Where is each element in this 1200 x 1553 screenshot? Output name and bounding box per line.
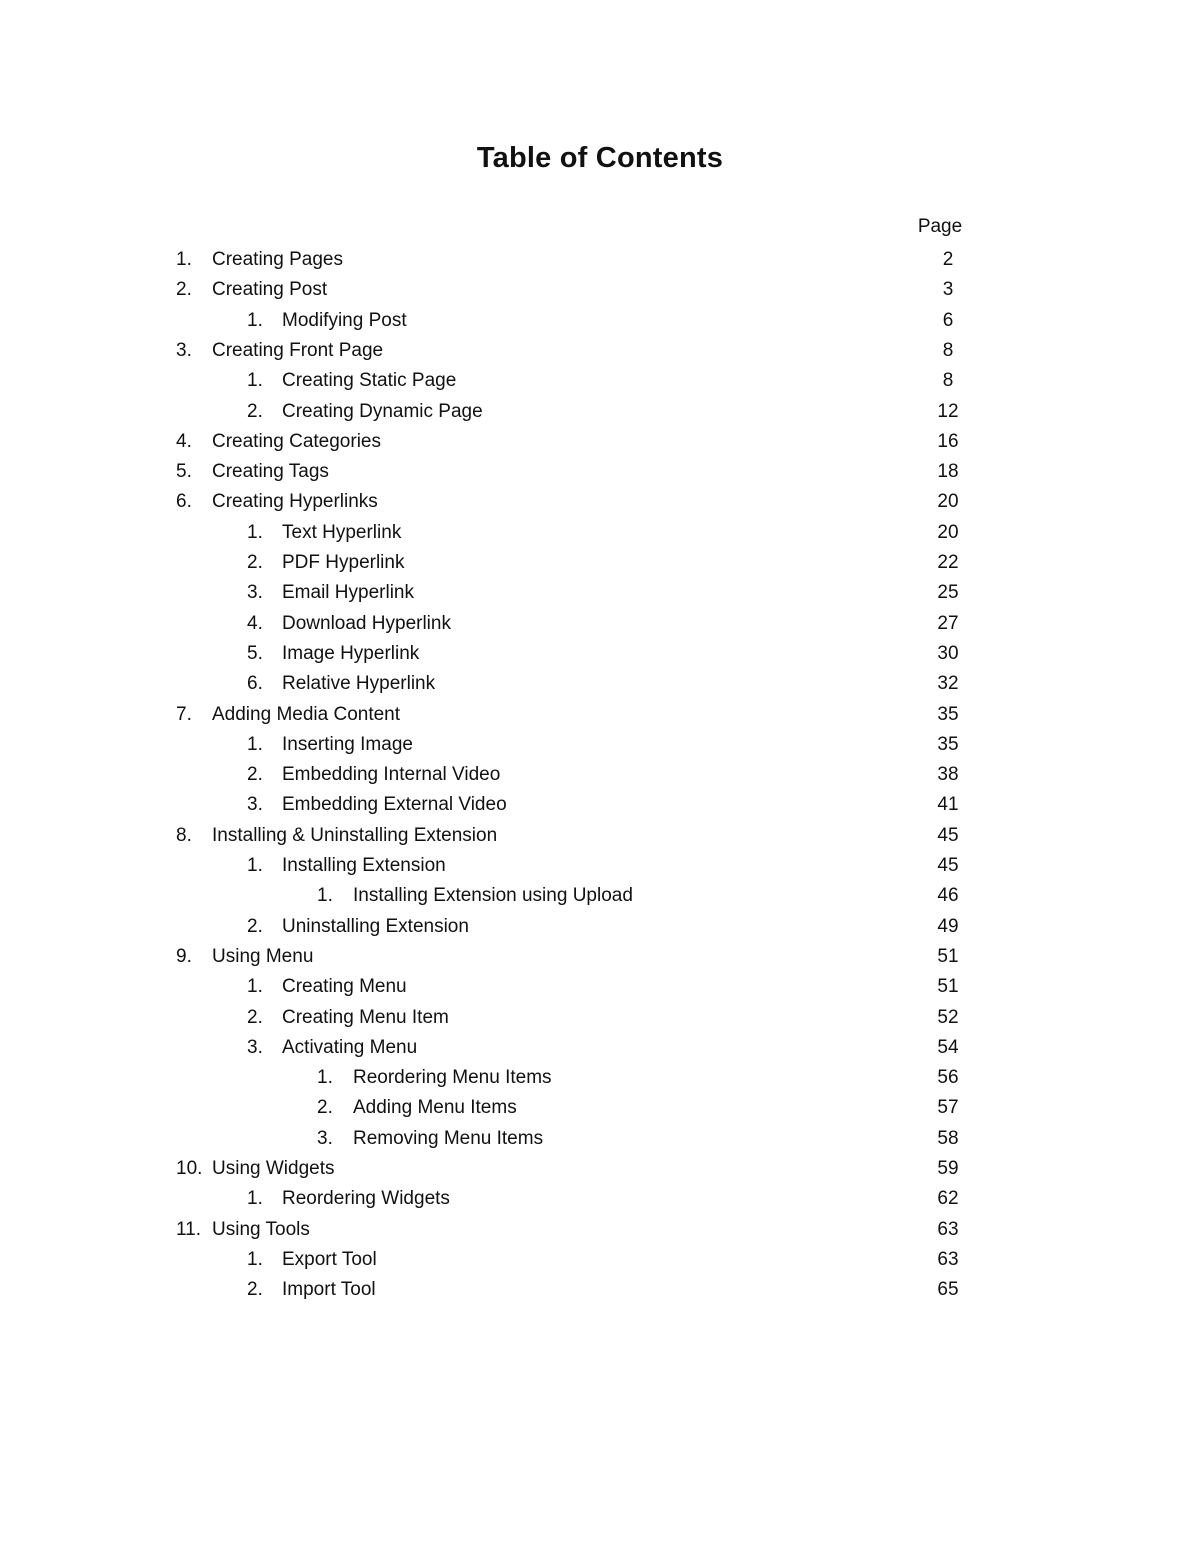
toc-entry-label: Using Widgets [212, 1158, 335, 1179]
toc-entry-page: 63 [937, 1248, 959, 1270]
toc-entry-number: 2. [247, 400, 263, 422]
toc-entry [0, 821, 1200, 851]
toc-entry-label: Creating Static Page [282, 370, 457, 392]
toc-entry [0, 1093, 1200, 1123]
toc-entry-label: Uninstalling Extension [282, 915, 469, 937]
toc-entry-number: 1. [247, 1188, 263, 1210]
toc-entry [0, 245, 1200, 275]
toc-entry-page: 27 [937, 612, 959, 634]
toc-entry-number: 3. [317, 1127, 333, 1149]
toc-entry-page: 3 [942, 279, 954, 301]
toc-entry-label: Export Tool [282, 1248, 377, 1270]
toc-entry [0, 427, 1200, 457]
toc-entry-label: Creating Front Page [212, 339, 384, 361]
toc-entry-label: Embedding External Video [282, 794, 507, 816]
toc-entry [0, 1003, 1200, 1033]
toc-entry-page: 56 [937, 1067, 959, 1089]
toc-entry-page: 8 [942, 339, 954, 361]
toc-entry-label: Reordering Menu Items [353, 1067, 552, 1089]
toc-entry-page: 51 [937, 976, 959, 998]
toc-entry-label: Text Hyperlink [282, 521, 402, 543]
toc-entry-number: 4. [176, 430, 192, 452]
toc-entry-label: Creating Tags [212, 461, 329, 483]
toc-entry-number: 9. [176, 945, 192, 967]
toc-entry-number: 2. [176, 279, 192, 301]
toc-entry-number: 8. [176, 824, 192, 846]
toc-entry-label: Installing Extension using Upload [353, 885, 633, 907]
toc-entry-number: 1. [247, 309, 263, 331]
toc-entry-label: Removing Menu Items [353, 1127, 544, 1149]
toc-entry-number: 11. [176, 1218, 202, 1240]
toc-entry [0, 881, 1200, 911]
toc-entry-number: 5. [176, 461, 192, 483]
toc-entry [0, 1245, 1200, 1275]
toc-entry-label: Import Tool [282, 1279, 376, 1301]
toc-entry [0, 609, 1200, 639]
toc-entry-number: 7. [176, 703, 192, 725]
toc-entry-label: Activating Menu [282, 1036, 418, 1058]
toc-entry-page: 57 [937, 1097, 959, 1119]
toc-entry-label: Image Hyperlink [282, 642, 420, 664]
toc-entry-label: Creating Categories [212, 430, 381, 452]
toc-entry [0, 730, 1200, 760]
toc-entry-label: PDF Hyperlink [282, 552, 405, 573]
toc-entry-label: Using Menu [212, 945, 314, 967]
toc-entry [0, 548, 1200, 578]
toc-entry-page: 20 [937, 491, 959, 513]
toc-entry [0, 306, 1200, 336]
toc-entry-number: 2. [247, 764, 263, 786]
toc-entry-label: Reordering Widgets [282, 1188, 450, 1210]
toc-entry [0, 457, 1200, 487]
toc-entry-page: 16 [937, 430, 959, 452]
toc-entry-page: 52 [937, 1006, 959, 1028]
toc-entry-number: 4. [247, 612, 263, 634]
toc-entry-number: 3. [176, 339, 192, 361]
toc-entry [0, 760, 1200, 790]
toc-entry [0, 366, 1200, 396]
toc-entry-number: 2. [247, 1006, 263, 1028]
toc-entry [0, 578, 1200, 608]
toc-entry-label: Installing Extension [282, 855, 446, 876]
toc-entry-page: 38 [937, 764, 959, 786]
toc-entry-number: 3. [247, 1036, 263, 1058]
toc-entry-label: Creating Dynamic Page [282, 400, 483, 422]
toc-entry-number: 3. [247, 582, 263, 604]
page-title: Table of Contents [476, 142, 724, 174]
toc-entry-number: 3. [247, 794, 263, 816]
toc-entry-page: 12 [937, 400, 959, 422]
toc-entry [0, 669, 1200, 699]
toc-entry-page: 8 [942, 370, 954, 392]
toc-entry [0, 1124, 1200, 1154]
toc-entry-page: 46 [937, 885, 959, 907]
toc-entry-page: 35 [937, 733, 959, 755]
toc-entry-number: 2. [247, 552, 263, 573]
toc-entry-page: 22 [937, 552, 959, 573]
toc-entry-number: 1. [247, 1248, 263, 1270]
toc-entry-page: 65 [937, 1279, 959, 1301]
toc-entry-page: 18 [937, 461, 959, 483]
toc-entry-number: 2. [247, 915, 263, 937]
toc-entry [0, 639, 1200, 669]
toc-entry [0, 1184, 1200, 1214]
toc-entry-page: 58 [937, 1127, 959, 1149]
toc-entry-page: 45 [937, 824, 959, 846]
toc-entry-number: 2. [317, 1097, 333, 1119]
toc-entry-label: Creating Menu [282, 976, 407, 998]
toc-entry [0, 487, 1200, 517]
toc-entry-page: 63 [937, 1218, 959, 1240]
toc-entry [0, 1215, 1200, 1245]
toc-entry-page: 49 [937, 915, 959, 937]
toc-entry-page: 32 [937, 673, 959, 695]
toc-entry [0, 790, 1200, 820]
toc-entry [0, 275, 1200, 305]
toc-entry [0, 972, 1200, 1002]
toc-entry-page: 2 [942, 249, 954, 270]
toc-entry [0, 1154, 1200, 1184]
toc-entry-page: 6 [942, 309, 954, 331]
toc-entry-label: Creating Hyperlinks [212, 491, 378, 513]
toc-entry [0, 1033, 1200, 1063]
toc-entry-page: 62 [937, 1188, 959, 1210]
toc-entry [0, 942, 1200, 972]
toc-entry-number: 1. [247, 976, 263, 998]
toc-entry-page: 59 [937, 1158, 959, 1179]
toc-entry-label: Installing & Uninstalling Extension [212, 824, 498, 846]
toc-entry-number: 1. [247, 855, 263, 876]
toc-entry-label: Modifying Post [282, 309, 407, 331]
toc-entry-label: Inserting Image [282, 733, 413, 755]
toc-entry-number: 5. [247, 642, 263, 664]
toc-entry-number: 1. [317, 1067, 333, 1089]
toc-entry-page: 20 [937, 521, 959, 543]
toc-entry [0, 700, 1200, 730]
toc-entry-number: 1. [247, 370, 263, 392]
toc-entry-label: Adding Menu Items [353, 1097, 517, 1119]
toc-entry-number: 6. [247, 673, 263, 695]
toc-entry-page: 25 [937, 582, 959, 604]
toc-entry [0, 912, 1200, 942]
toc-entry-label: Download Hyperlink [282, 612, 451, 634]
toc-entry-page: 41 [937, 794, 959, 816]
toc-entry-number: 1. [317, 885, 333, 907]
toc-entry-label: Creating Menu Item [282, 1006, 449, 1028]
toc-entry-number: 2. [247, 1279, 263, 1301]
toc-entry-label: Adding Media Content [212, 703, 401, 725]
toc-entry [0, 1275, 1200, 1305]
toc-entry-label: Email Hyperlink [282, 582, 414, 604]
toc-entry [0, 336, 1200, 366]
toc-entry-label: Using Tools [212, 1218, 310, 1240]
toc-entry [0, 518, 1200, 548]
toc-entry-number: 6. [176, 491, 192, 513]
toc-entry-label: Relative Hyperlink [282, 673, 436, 695]
toc-entry-number: 1. [247, 521, 263, 543]
toc-entry-label: Embedding Internal Video [282, 764, 501, 786]
toc-entry-number: 1. [176, 249, 192, 270]
toc-entry-label: Creating Post [212, 279, 328, 301]
toc-entry-page: 35 [937, 703, 959, 725]
toc-entry-number: 1. [247, 733, 263, 755]
toc-entry-number: 10. [176, 1158, 203, 1179]
page-column-header: Page [917, 216, 963, 237]
toc-entry [0, 397, 1200, 427]
toc-entry-page: 51 [937, 945, 959, 967]
toc-entry-page: 30 [937, 642, 959, 664]
toc-entry-page: 45 [937, 855, 959, 876]
toc-entry-label: Creating Pages [212, 249, 343, 270]
toc-entry [0, 851, 1200, 881]
toc-entry [0, 1063, 1200, 1093]
toc-entry-page: 54 [937, 1036, 959, 1058]
